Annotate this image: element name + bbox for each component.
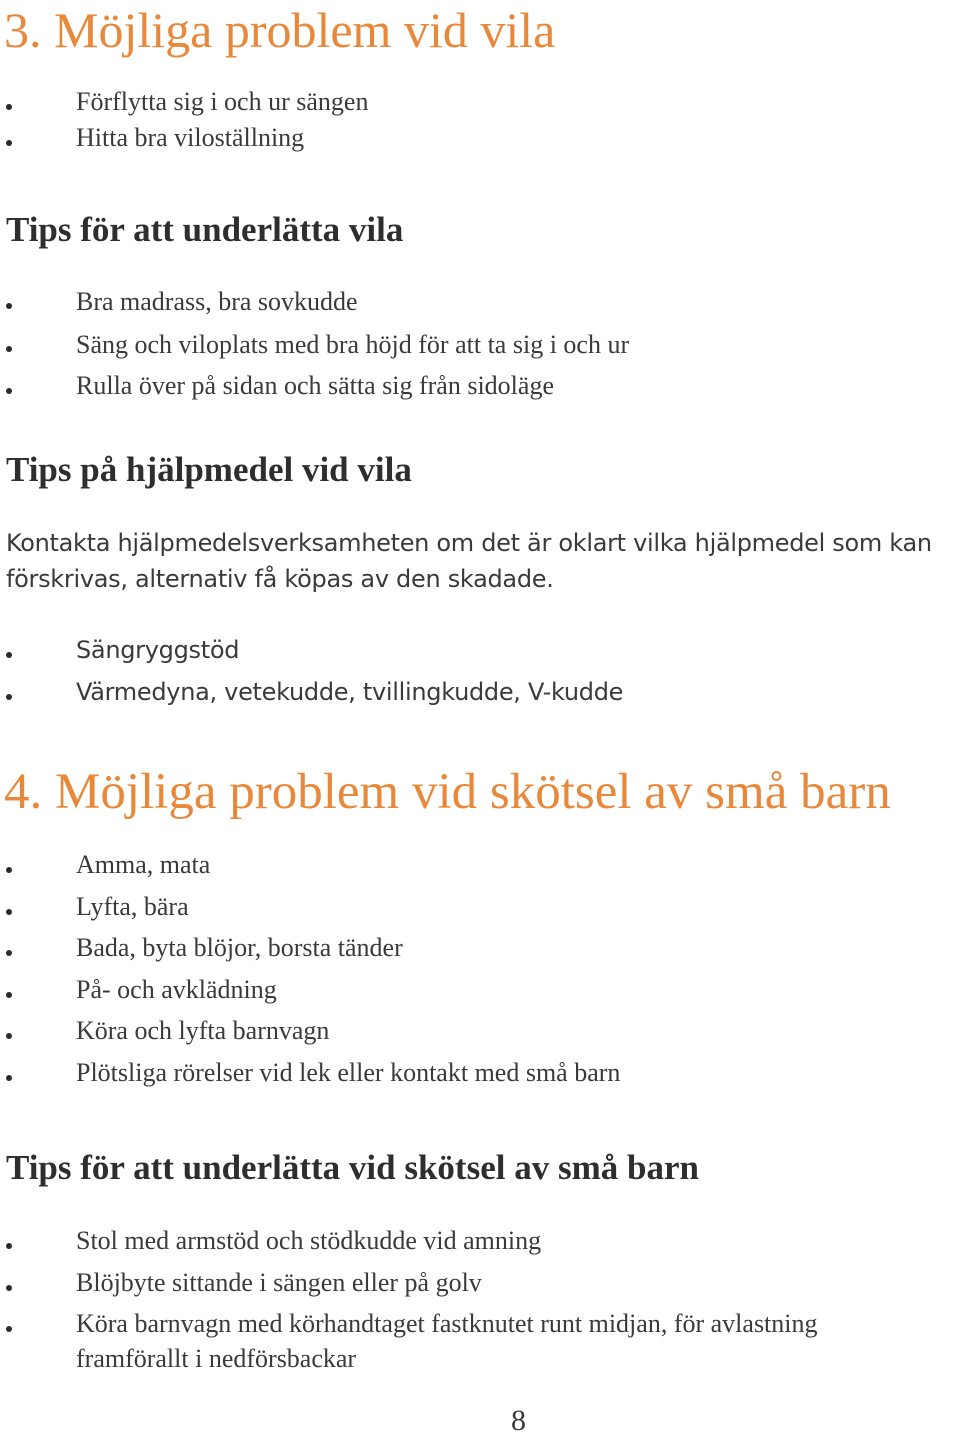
bullet-icon bbox=[6, 652, 12, 658]
aids-paragraph-line2: förskrivas, alternativ få köpas av den skadade. bbox=[6, 565, 554, 593]
bullet-icon bbox=[6, 909, 12, 915]
tips-vila-heading: Tips för att underlätta vila bbox=[6, 210, 404, 249]
list-item: Plötsliga rörelser vid lek eller kontakt med små barn bbox=[76, 1058, 621, 1087]
list-item-continuation: framförallt i nedförsbackar bbox=[76, 1344, 357, 1373]
aids-heading: Tips på hjälpmedel vid vila bbox=[6, 450, 412, 489]
bullet-icon bbox=[6, 303, 12, 309]
bullet-icon bbox=[6, 694, 12, 700]
page-number: 8 bbox=[511, 1404, 526, 1437]
list-item: Förflytta sig i och ur sängen bbox=[76, 87, 369, 116]
bullet-icon bbox=[6, 950, 12, 956]
list-item: Säng och viloplats med bra höjd för att ta sig i och ur bbox=[76, 330, 630, 359]
list-item: Blöjbyte sittande i sängen eller på golv bbox=[76, 1268, 482, 1297]
bullet-icon bbox=[6, 1033, 12, 1039]
list-item: Bra madrass, bra sovkudde bbox=[76, 287, 358, 316]
bullet-icon bbox=[6, 140, 12, 146]
aids-paragraph-line1: Kontakta hjälpmedelsverksamheten om det är oklart vilka hjälpmedel som kan bbox=[6, 529, 932, 557]
bullet-icon bbox=[6, 1326, 12, 1332]
bullet-icon bbox=[6, 388, 12, 394]
bullet-icon bbox=[6, 1075, 12, 1081]
list-item: Sängryggstöd bbox=[76, 636, 240, 664]
list-item: På- och avklädning bbox=[76, 975, 277, 1004]
bullet-icon bbox=[6, 1243, 12, 1249]
section-3-title: 3. Möjliga problem vid vila bbox=[4, 2, 556, 58]
list-item: Amma, mata bbox=[76, 850, 211, 879]
tips-barn-heading: Tips för att underlätta vid skötsel av små barn bbox=[6, 1148, 699, 1187]
list-item: Hitta bra viloställning bbox=[76, 123, 305, 152]
bullet-icon bbox=[6, 867, 12, 873]
bullet-icon bbox=[6, 104, 12, 110]
list-item: Köra barnvagn med körhandtaget fastknutet runt midjan, för avlastning bbox=[76, 1309, 818, 1338]
section-4-title: 4. Möjliga problem vid skötsel av små barn bbox=[4, 764, 891, 820]
list-item: Värmedyna, vetekudde, tvillingkudde, V-kudde bbox=[76, 678, 624, 706]
bullet-icon bbox=[6, 992, 12, 998]
list-item: Stol med armstöd och stödkudde vid amning bbox=[76, 1226, 542, 1255]
list-item: Rulla över på sidan och sätta sig från sidoläge bbox=[76, 371, 554, 400]
list-item: Köra och lyfta barnvagn bbox=[76, 1016, 330, 1045]
list-item: Lyfta, bära bbox=[76, 892, 189, 921]
list-item: Bada, byta blöjor, borsta tänder bbox=[76, 933, 403, 962]
bullet-icon bbox=[6, 1285, 12, 1291]
bullet-icon bbox=[6, 346, 12, 352]
